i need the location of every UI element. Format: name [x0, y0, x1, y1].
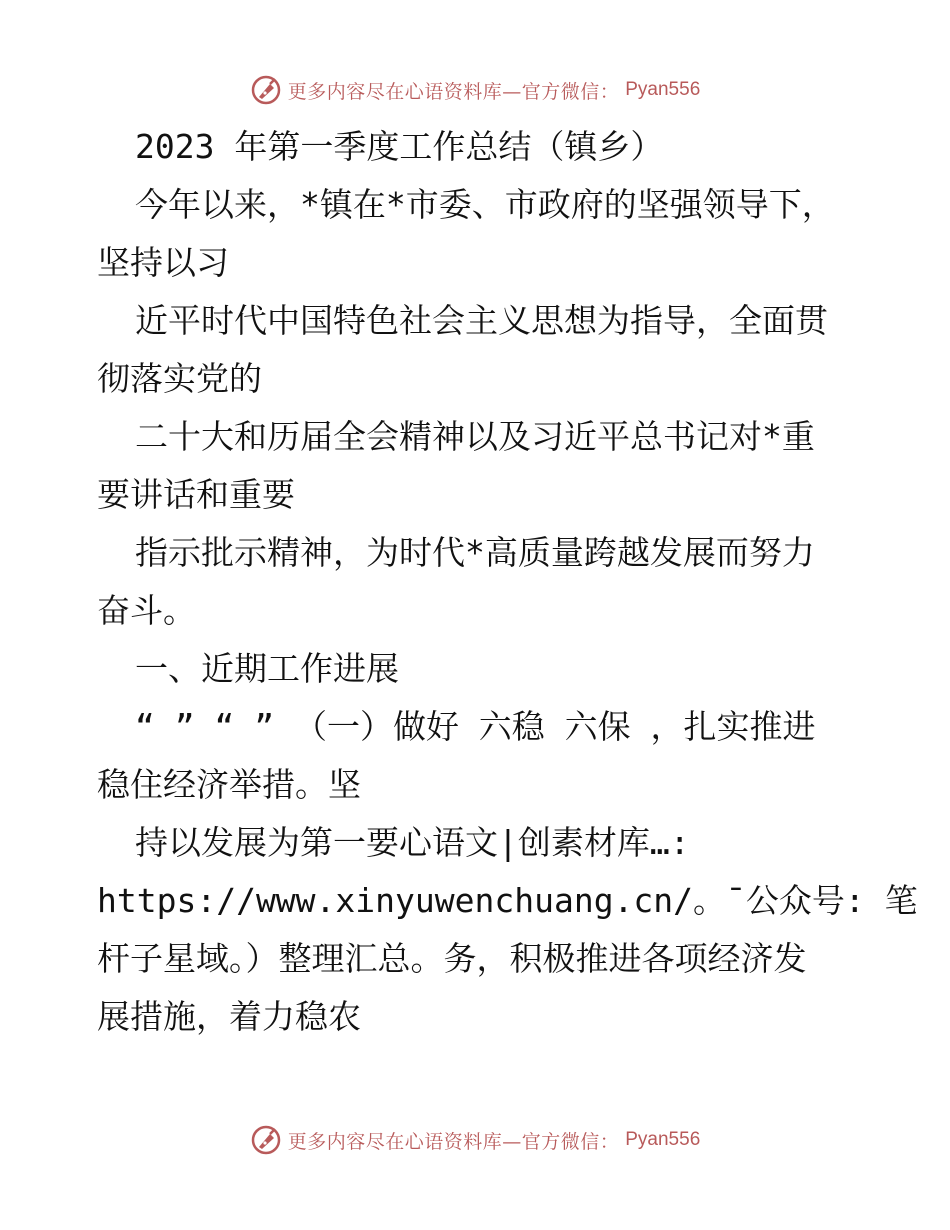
- watermark-code: Pyan556: [625, 1129, 701, 1150]
- paragraph-line: 要讲话和重要: [97, 475, 295, 514]
- watermark-text: 更多内容尽在心语资料库—官方微信：: [287, 80, 620, 103]
- paragraph-line: 杆子星域。）整理汇总。务，积极推进各项经济发: [97, 939, 807, 978]
- paragraph-line: 坚持以习: [97, 243, 229, 282]
- watermark-text: 更多内容尽在心语资料库—官方微信：: [287, 1130, 620, 1153]
- paragraph-line: 奋斗。: [97, 591, 196, 630]
- paragraph-line: 指示批示精神，为时代*高质量跨越发展而努力: [135, 533, 815, 572]
- paragraph-line: 近平时代中国特色社会主义思想为指导，全面贯: [135, 301, 828, 340]
- paragraph-line: 今年以来，*镇在*市委、市政府的坚强领导下，: [135, 185, 835, 224]
- section-heading: 一、近期工作进展: [135, 649, 399, 688]
- paragraph-line: 展措施，着力稳农: [97, 997, 361, 1036]
- pen-nib-circle-icon: [250, 74, 282, 106]
- watermark-code: Pyan556: [625, 79, 701, 100]
- paragraph-line: 二十大和历届全会精神以及习近平总书记对*重: [135, 417, 815, 456]
- watermark-banner-top: [0, 70, 950, 110]
- paragraph-line: 彻落实党的: [97, 359, 262, 398]
- watermark-banner-bottom: [0, 1120, 950, 1160]
- paragraph-line: 持以发展为第一要心语文|创素材库…:: [135, 823, 690, 862]
- document-title: 2023 年第一季度工作总结（镇乡）: [135, 127, 664, 166]
- url-line: https://www.xinyuwenchuang.cn/。¯公众号: 笔: [97, 881, 918, 920]
- subsection-heading: “ ” “ ” （一）做好 六稳 六保 ，扎实推进: [135, 707, 816, 746]
- document-body: [97, 118, 918, 1046]
- pen-nib-circle-icon: [250, 1124, 282, 1156]
- paragraph-line: 稳住经济举措。坚: [97, 765, 361, 804]
